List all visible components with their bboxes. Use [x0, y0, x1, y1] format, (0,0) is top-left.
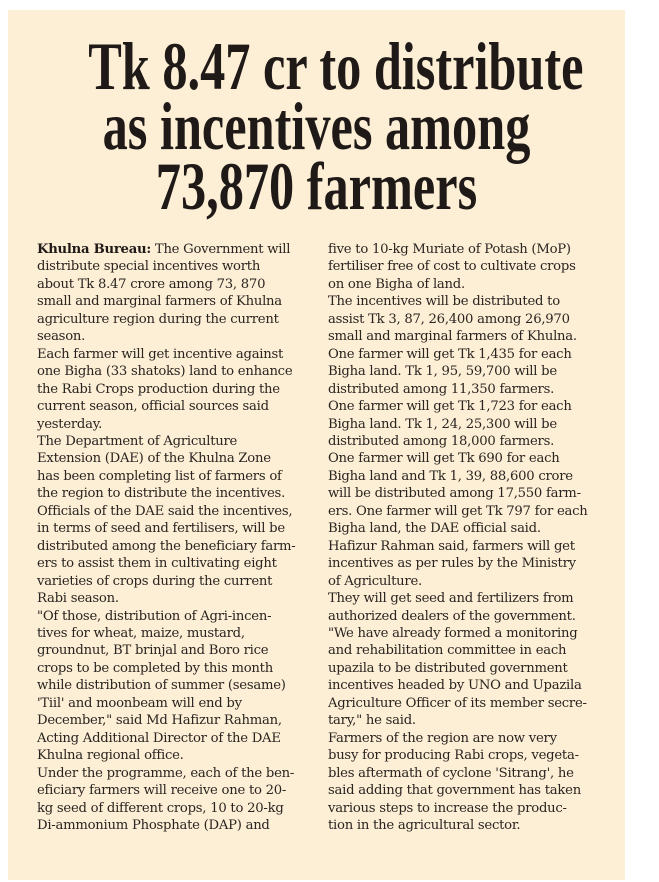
- article-line: of Agriculture.: [328, 573, 422, 589]
- article-line: said adding that government has taken: [328, 783, 581, 799]
- article-line: assist Tk 3, 87, 26,400 among 26,970: [328, 311, 570, 327]
- article-line: Bigha land and Tk 1, 39, 88,600 crore: [328, 468, 573, 484]
- article-line: upazila to be distributed government: [328, 660, 568, 676]
- article-line: five to 10-kg Muriate of Potash (MoP): [328, 242, 571, 257]
- article-line: One farmer will get Tk 1,435 for each: [328, 346, 572, 362]
- article-line: distributed among 18,000 farmers.: [328, 433, 555, 449]
- article-line: yesterday.: [37, 416, 103, 432]
- article-line-text: The Government will: [150, 242, 291, 257]
- article-line: Hafizur Rahman said, farmers will get: [328, 538, 575, 554]
- article-line: has been completing list of farmers of: [37, 468, 282, 484]
- article-line: Bigha land, the DAE official said.: [328, 521, 541, 537]
- article-line: tion in the agricultural sector.: [328, 817, 521, 833]
- article-line: distributed among 11,350 farmers.: [328, 381, 555, 397]
- article-line: Khulna regional office.: [37, 748, 184, 764]
- article-line: One farmer will get Tk 690 for each: [328, 451, 560, 467]
- article-line: one Bigha (33 shatoks) land to enhance: [37, 364, 293, 380]
- article-line: varieties of crops during the current: [37, 573, 273, 589]
- article-line: Acting Additional Director of the DAE: [37, 730, 281, 746]
- article-line: Bigha land. Tk 1, 24, 25,300 will be: [328, 416, 557, 432]
- headline: [8, 28, 625, 224]
- newspaper-clipping: [8, 10, 625, 880]
- article-line: incentives as per rules by the Ministry: [328, 556, 576, 572]
- article-line: "We have already formed a monitoring: [328, 625, 578, 641]
- article-line: small and marginal farmers of Khulna: [37, 294, 282, 310]
- article-line: about Tk 8.47 crore among 73, 870: [37, 276, 266, 292]
- byline: Khulna Bureau:: [37, 242, 151, 257]
- article-line: groundnut, BT brinjal and Boro rice: [37, 643, 269, 659]
- article-line: will be distributed among 17,550 farm-: [328, 486, 581, 502]
- article-line: The incentives will be distributed to: [328, 294, 560, 310]
- article-line: distribute special incentives worth: [37, 259, 261, 275]
- article-line: 'Tiil' and moonbeam will end by: [37, 695, 242, 711]
- article-line: tary," he said.: [328, 713, 416, 729]
- article-line: kg seed of different crops, 10 to 20-kg: [37, 800, 284, 816]
- article-line: small and marginal farmers of Khulna.: [328, 329, 577, 345]
- article-line: the Rabi Crops production during the: [37, 381, 280, 397]
- article-line: [37, 241, 329, 258]
- article-line: Rabi season.: [37, 591, 119, 607]
- article-line: while distribution of summer (sesame): [37, 678, 286, 694]
- article-line: Each farmer will get incentive against: [37, 346, 284, 362]
- article-line: authorized dealers of the government.: [328, 608, 576, 624]
- article-line: on one Bigha of land.: [328, 276, 465, 292]
- headline-line: as incentives among: [102, 88, 531, 164]
- article-line: Agriculture Officer of its member secre-: [328, 695, 587, 711]
- article-line: Officials of the DAE said the incentives,: [37, 503, 293, 519]
- article-line: eficiary farmers will receive one to 20-: [37, 783, 287, 799]
- headline-line: 73,870 farmers: [155, 148, 478, 224]
- article-line: Farmers of the region are now very: [328, 730, 557, 746]
- article-line: distributed among the beneficiary farm-: [37, 538, 296, 554]
- article-line: crops to be completed by this month: [37, 660, 273, 676]
- article-line: Extension (DAE) of the Khulna Zone: [37, 451, 271, 467]
- article-line: various steps to increase the produc-: [328, 800, 567, 816]
- article-line: current season, official sources said: [37, 399, 269, 415]
- article-line: Under the programme, each of the ben-: [37, 765, 295, 781]
- article-line: December," said Md Hafizur Rahman,: [37, 713, 282, 729]
- article-line: "Of those, distribution of Agri-incen-: [37, 608, 272, 624]
- article-line: One farmer will get Tk 1,723 for each: [328, 399, 572, 415]
- article-line: They will get seed and fertilizers from: [328, 591, 574, 607]
- article-line: ers. One farmer will get Tk 797 for each: [328, 503, 588, 519]
- article-line: incentives headed by UNO and Upazila: [328, 678, 582, 694]
- article-line: tives for wheat, maize, mustard,: [37, 625, 245, 641]
- headline-line: Tk 8.47 cr to distribute: [88, 28, 584, 104]
- article-line: Di-ammonium Phosphate (DAP) and: [37, 817, 270, 833]
- article-line: The Department of Agriculture: [37, 433, 238, 449]
- article-line: season.: [37, 329, 86, 345]
- article-line: bles aftermath of cyclone 'Sitrang', he: [328, 765, 574, 781]
- article-line: and rehabilitation committee in each: [328, 643, 567, 659]
- article-line: fertiliser free of cost to cultivate crops: [328, 259, 576, 275]
- article-column-left: [37, 241, 329, 834]
- article-line: the region to distribute the incentives.: [37, 486, 286, 502]
- article-line: ers to assist them in cultivating eight: [37, 556, 277, 572]
- article-line: agriculture region during the current: [37, 311, 279, 327]
- article-line: Bigha land. Tk 1, 95, 59,700 will be: [328, 364, 557, 380]
- article-line: busy for producing Rabi crops, vegeta-: [328, 748, 579, 764]
- article-column-right: [328, 241, 620, 834]
- article-line: in terms of seed and fertilisers, will be: [37, 521, 285, 537]
